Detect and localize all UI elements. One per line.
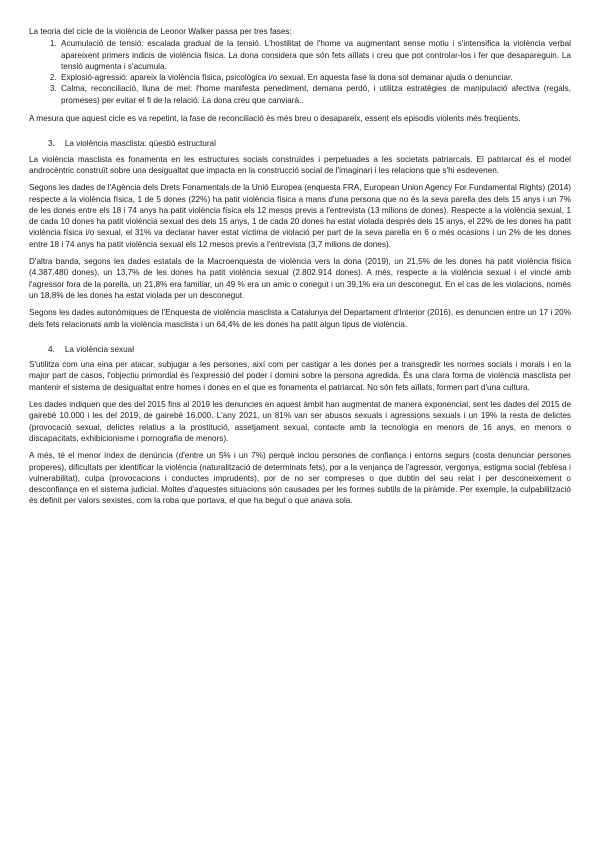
- section-4-paragraph: S'utilitza com una eina per atacar, subjugar a les persones, així com per castigar a les dones per a transgredir les normes socials i morals i en la major part de casos, l'objectiu primordial és l'expressió del poder i domini sobre la persona agredida. És una clara forma de violència masclista per mantenir el sistema de desigualtat entre homes i dones en el que es fonamenta el patriarcat. No són fets aïllats, formen part d'una cultura.: [29, 360, 571, 392]
- phase-item: 3. Calma, reconciliació, lluna de mel: l'home manifesta penediment, demana perdó, i utilitza estratègies de manipulació afectiva (regals, promeses) per evitar el fi de la relació. La dona creu que canviarà..: [59, 83, 571, 106]
- section-3-paragraph: Segons les dades de l'Agència dels Drets Fonamentals de la Unió Europea (enquesta FRA, European Union Agency For Fundamental Rights) (2014) respecte a la violència física, 1 de 5 dones (22%) ha patit violència física a mans d'una persona que no és la seva parella des dels 15 anys i un 7% de les dones entre els 18 i 74 anys ha patit violència física els 12 mesos previs a l'entrevista (13 milions de dones). Respecte a la violència sexual, 1 de cada 10 dones ha patit violència sexual des dels 15 anys, 1 de cada 20 dones ha estat violada després dels 15 anys, el 22% de les dones ha patit violència física i/o sexual, el 31% va declarar haver estat víctima de violació per part de la seva parella en 6 o més ocasions i un 2% de les dones entre 18 i 74 anys ha patit violència sexual els 12 mesos previs a l'entrevista (3,7 milions de dones).: [29, 183, 571, 249]
- section-4-number: 4.: [48, 344, 55, 354]
- section-4-title: La violència sexual: [64, 344, 135, 354]
- intro-paragraph: La teoria del cicle de la violència de Leonor Walker passa per tres fases:: [29, 27, 292, 36]
- section-3-paragraph: La violència masclista es fonamenta en les estructures socials construïdes i perpetuades a les societats patriarcals. El patriarcat és el model androcèntric construït sobre una desigualtat que impacta en la construcció social de l'imaginari i les relacions que s'hi esdevenen.: [29, 154, 571, 175]
- cycle-paragraph: A mesura que aquest cicle es va repetint, la fase de reconciliació és més breu o desapareix, essent els episodis violents més freqüents.: [29, 114, 521, 124]
- section-3-paragraph: Segons les dades autonòmiques de l'Enquesta de violència masclista a Catalunya del Departament d'Interior (2016), es denuncien entre un 17 i 20% dels fets relacionats amb la violència masclista i un 64,4% de les dones ha patit algun tipus de violència.: [29, 308, 571, 329]
- phase-item: 1. Acumulació de tensió: escalada gradual de la tensió. L'hostilitat de l'home va augmentant sense motiu i s'intensifica la violència verbal apareixent primers indicis de violència física. La dona considera que són fets aïllats i creu que pot controlar-los i fer que desapareguin. La tensió augmenta i s'acumula.: [59, 38, 571, 72]
- section-4-paragraph: A més, té el menor índex de denúncia (d'entre un 5% i un 7%) perquè inclou persones de confiança i entorns segurs (costa denunciar persones properes), dificultats per identificar la violència (naturalització de determinats fets), por a la venjança de l'agressor, vergonya, estigma social (feblesa i vulnerabilitat), culpa (provocacions i conductes imprudents), por de no ser compreses o que dubtin del seu relat i per desconeixement o desconfiança en el sistema judicial. Moltes d'aquestes situacions són causades per les formes subtils de la piràmide. Per exemple, la culpabilització és definit per valors sexistes, com la roba que portava, el que ha begut o que anava sola.: [29, 451, 571, 506]
- section-4-paragraph: Les dades indiquen que des del 2015 fins al 2019 les denuncies en aquest àmbit han augmentat de manera exponencial, sent les dades del 2015 de gairebé 10.000 i les del 2019, de gairebé 16.000. L'any 2021, un 81% van ser abusos sexuals i agressions sexuals i un 19% la resta de delictes (provocació sexual, delictes relatius a la prostitució, assetjament sexual, contacte amb la tecnologia en menors de 16 anys, en menors o discapacitats, exhibicionisme i pornografia de menors).: [29, 400, 571, 443]
- phase-item: 2. Explosió-agressió: apareix la violència física, psicològica i/o sexual. En aquesta fase la dona sol demanar ajuda o denunciar.: [59, 72, 571, 83]
- section-4-heading: [29, 344, 571, 355]
- section-3-number: 3.: [48, 139, 55, 149]
- section-3-paragraph: D'altra banda, segons les dades estatals de la Macroenquesta de violència vers la dona (2019), un 21,5% de les dones ha patit violència física (4.387.480 dones), un 13,7% de les dones ha patit violència sexual (2.802.914 dones). A més, respecte a la violència sexual i el vincle amb l'agressor fora de la parella, un 21,8% era familiar, un 49 % era un amic o conegut i un 39,1% era un desconegut. En el cas de les violacions, només un 18,8% de les dones ha estat violada per un desconegut.: [29, 257, 571, 300]
- section-3-title: La violència masclista: qüestió estructural: [64, 139, 216, 149]
- document-page: [29, 26, 571, 507]
- section-3-heading: [29, 138, 571, 149]
- phases-list: [29, 38, 571, 106]
